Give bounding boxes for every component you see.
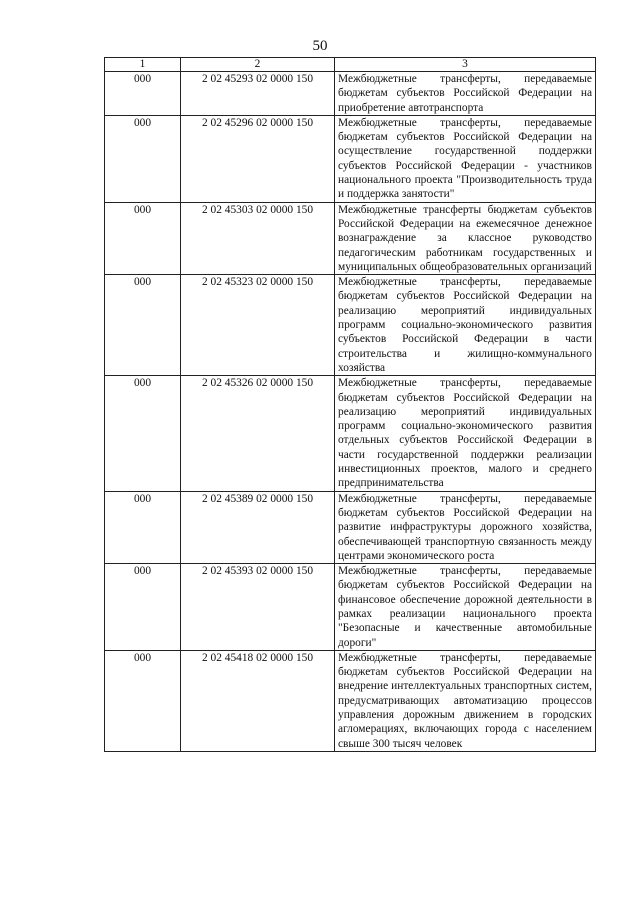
revenue-code-cell: 2 02 45293 02 0000 150 xyxy=(181,72,335,116)
table-row xyxy=(105,376,596,491)
admin-code-cell: 000 xyxy=(105,376,181,491)
admin-code-cell: 000 xyxy=(105,650,181,751)
description-cell: Межбюджетные трансферты, передаваемые бюджетам субъектов Российской Федерации на финансовое обеспечение дорожной деятельности в рамках реализации национального проекта "Безопасные и качественные автомобильные дороги" xyxy=(335,564,596,651)
table-row xyxy=(105,115,596,202)
budget-classification-table xyxy=(104,57,596,752)
admin-code-cell: 000 xyxy=(105,564,181,651)
revenue-code-cell: 2 02 45389 02 0000 150 xyxy=(181,491,335,563)
description-cell: Межбюджетные трансферты, передаваемые бюджетам субъектов Российской Федерации на реализацию мероприятий индивидуальных программ социально-экономического развития субъектов Российской Федерации в части строительства и жилищно-коммунального хозяйства xyxy=(335,275,596,376)
revenue-code-cell: 2 02 45393 02 0000 150 xyxy=(181,564,335,651)
page-number: 50 xyxy=(312,38,328,54)
admin-code-cell: 000 xyxy=(105,72,181,116)
description-cell: Межбюджетные трансферты, передаваемые бюджетам субъектов Российской Федерации на внедрение интеллектуальных транспортных систем, предусматривающих автоматизацию процессов управления дорожным движением в городских агломерациях, включающих города с населением свыше 300 тысяч человек xyxy=(335,650,596,751)
description-cell: Межбюджетные трансферты, передаваемые бюджетам субъектов Российской Федерации на приобретение автотранспорта xyxy=(335,72,596,116)
table-row xyxy=(105,564,596,651)
admin-code-cell: 000 xyxy=(105,491,181,563)
revenue-code-cell: 2 02 45303 02 0000 150 xyxy=(181,202,335,274)
column-header-1: 1 xyxy=(105,58,181,72)
table-row xyxy=(105,275,596,376)
table-row xyxy=(105,650,596,751)
revenue-code-cell: 2 02 45418 02 0000 150 xyxy=(181,650,335,751)
column-header-2: 2 xyxy=(181,58,335,72)
description-cell: Межбюджетные трансферты, передаваемые бюджетам субъектов Российской Федерации на реализацию мероприятий индивидуальных программ социально-экономического развития отдельных субъектов Российской Федерации в части государственной поддержки реализации инвестиционных проектов, малого и среднего предпринимательства xyxy=(335,376,596,491)
description-cell: Межбюджетные трансферты, передаваемые бюджетам субъектов Российской Федерации на развитие инфраструктуры дорожного хозяйства, обеспечивающей транспортную связанность между центрами экономического роста xyxy=(335,491,596,563)
description-cell: Межбюджетные трансферты бюджетам субъектов Российской Федерации на ежемесячное денежное вознаграждение за классное руководство педагогическим работникам государственных и муниципальных общеобразовательных организаций xyxy=(335,202,596,274)
description-cell: Межбюджетные трансферты, передаваемые бюджетам субъектов Российской Федерации на осуществление государственной поддержки субъектов Российской Федерации - участников национального проекта "Производительность труда и поддержка занятости" xyxy=(335,115,596,202)
admin-code-cell: 000 xyxy=(105,115,181,202)
table-header-row xyxy=(105,58,596,72)
revenue-code-cell: 2 02 45296 02 0000 150 xyxy=(181,115,335,202)
admin-code-cell: 000 xyxy=(105,202,181,274)
admin-code-cell: 000 xyxy=(105,275,181,376)
column-header-3: 3 xyxy=(335,58,596,72)
revenue-code-cell: 2 02 45323 02 0000 150 xyxy=(181,275,335,376)
revenue-code-cell: 2 02 45326 02 0000 150 xyxy=(181,376,335,491)
table-row xyxy=(105,491,596,563)
table-row xyxy=(105,202,596,274)
table-row xyxy=(105,72,596,116)
